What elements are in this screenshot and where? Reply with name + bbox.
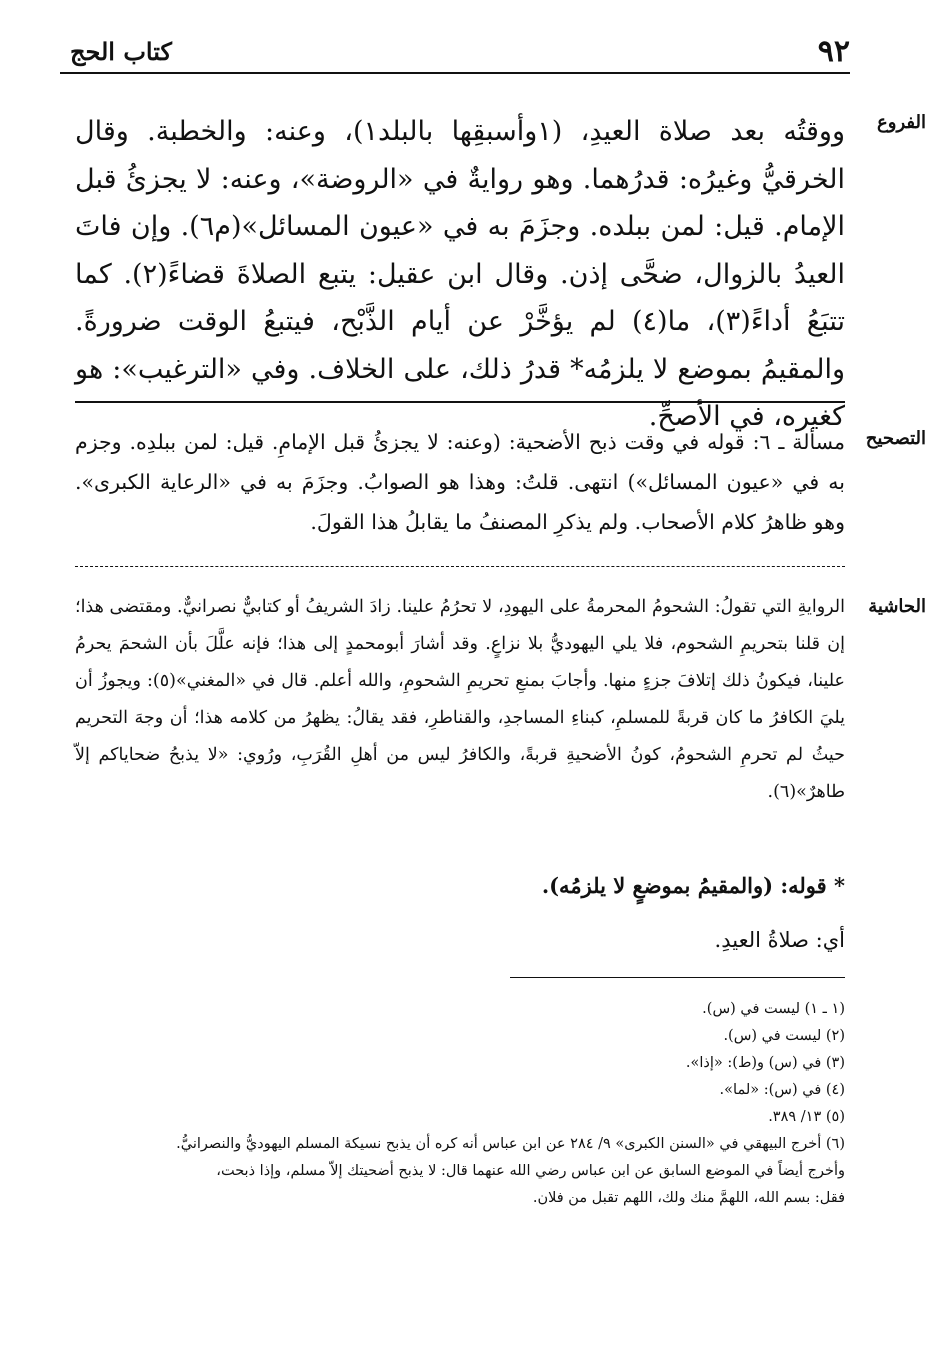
footnote: (٣) في (س) و(ط): «إذا».: [685, 1055, 845, 1071]
tashih-text: مسألة ـ ٦: قوله في وقت ذبح الأضحية: (وعنه: لا يجزئُ قبل الإمامِ. قيل: لمن ببلدِه. وجزم به في «عيون المسائل») انتهى. قلتُ: وهذا هو الصوابُ. وجزَمَ به في «الرعاية الكبرى». وهو ظاهرُ كلام الأصحاب. ولم يذكرِ المصنفُ ما يقابلُ هذا القولَ.: [75, 430, 845, 534]
page-number: ٩٢: [817, 34, 850, 69]
star-note-answer: أي: صلاةُ العيدِ.: [714, 928, 845, 952]
section-divider: [75, 566, 845, 567]
footnote: (٥) ١٣/ ٣٨٩.: [768, 1109, 845, 1125]
footnote: (١ ـ ١) ليست في (س).: [702, 1001, 845, 1017]
footnote-divider: [510, 977, 845, 978]
label-furu: الفروع: [877, 112, 926, 133]
footnote: وأخرج أيضاً في الموضع السابق عن ابن عباس رضي الله عنهما قال: لا يذبح أضحيتك إلاّ مسلم، وإذا ذبحت،: [216, 1163, 845, 1179]
label-tashih: التصحيح: [865, 428, 926, 449]
section-divider: [75, 401, 845, 403]
star-note: * قوله: (والمقيمُ بموضعٍ لا يلزمُه).: [541, 873, 845, 898]
label-hashiya: الحاشية: [868, 596, 926, 617]
page-header: [60, 32, 850, 74]
footnote: فقل: بسم الله، اللهمَّ منك ولك، اللهم تقبل من فلان.: [532, 1190, 845, 1206]
book-title: كتاب الحج: [70, 37, 172, 66]
hashiya-text: الروايةِ التي تقولُ: الشحومُ المحرمةُ على اليهودِ، لا تحرُمُ علينا. زادَ الشريفُ أو كتابيٌّ نصرانيٌّ. ومقتضى هذا؛ إن قلنا بتحريمِ الشحوم، فلا يلي اليهوديُّ بلا نزاعٍ. وقد أشارَ أبومحمدٍ إلى هذا؛ فإنه علَّلَ بأن الشحمَ يحرمُ علينا، فيكونُ ذلك إتلافَ جزءٍ منها. وأجابَ بمنعِ تحريمِ الشحومِ، والله أعلم. قال في «المغني»(٥): ويجوزُ أن يليَ الكافرُ ما كان قربةً للمسلمِ، كبناءِ المساجدِ، والقناطرِ، فقد يقالُ: يظهرُ من كلامه هذا؛ أن وجهَ التحريم حيثُ لم تحرمِ الشحومُ، كونُ الأضحيةِ قربةً، والكافرُ ليس من أهلِ القُرَبِ، ورُوي: «لا يذبحُ ضحاياكم إلاّ طاهرٌ»(٦).: [75, 597, 845, 802]
footnote: (٤) في (س): «لما».: [719, 1082, 845, 1098]
furu-text: ووقتُه بعد صلاة العيدِ، (١وأسبقِها بالبلد١)، وعنه: والخطبة. وقال الخرقيُّ وغيرُه: قدرُهما. وهو روايةٌ في «الروضة»، وعنه: لا يجزئُ قبل الإمام. قيل: لمن ببلده. وجزَمَ به في «عيون المسائل»(م٦). وإن فاتَ العيدُ بالزوال، ضحَّى إذن. وقال ابن عقيل: يتبع الصلاةَ قضاءً(٢). كما تتبَعُ أداءً(٣)، ما(٤) لم يؤخَّرْ عن أيام الذَّبْح، فيتبعُ الوقت ضرورةً. والمقيمُ بموضع لا يلزمُه* قدرُ ذلك، على الخلاف. وفي «الترغيب»: هو كغيره، في الأصحِّ.: [75, 116, 846, 432]
footnote: (٦) أخرج البيهقي في «السنن الكبرى» ٩/ ٢٨٤ عن ابن عباس أنه كره أن يذبح نسيكة المسلم اليهوديُّ والنصرانيُّ.: [176, 1136, 845, 1152]
footnote: (٢) ليست في (س).: [723, 1028, 845, 1044]
footnotes-list: [75, 996, 845, 1212]
